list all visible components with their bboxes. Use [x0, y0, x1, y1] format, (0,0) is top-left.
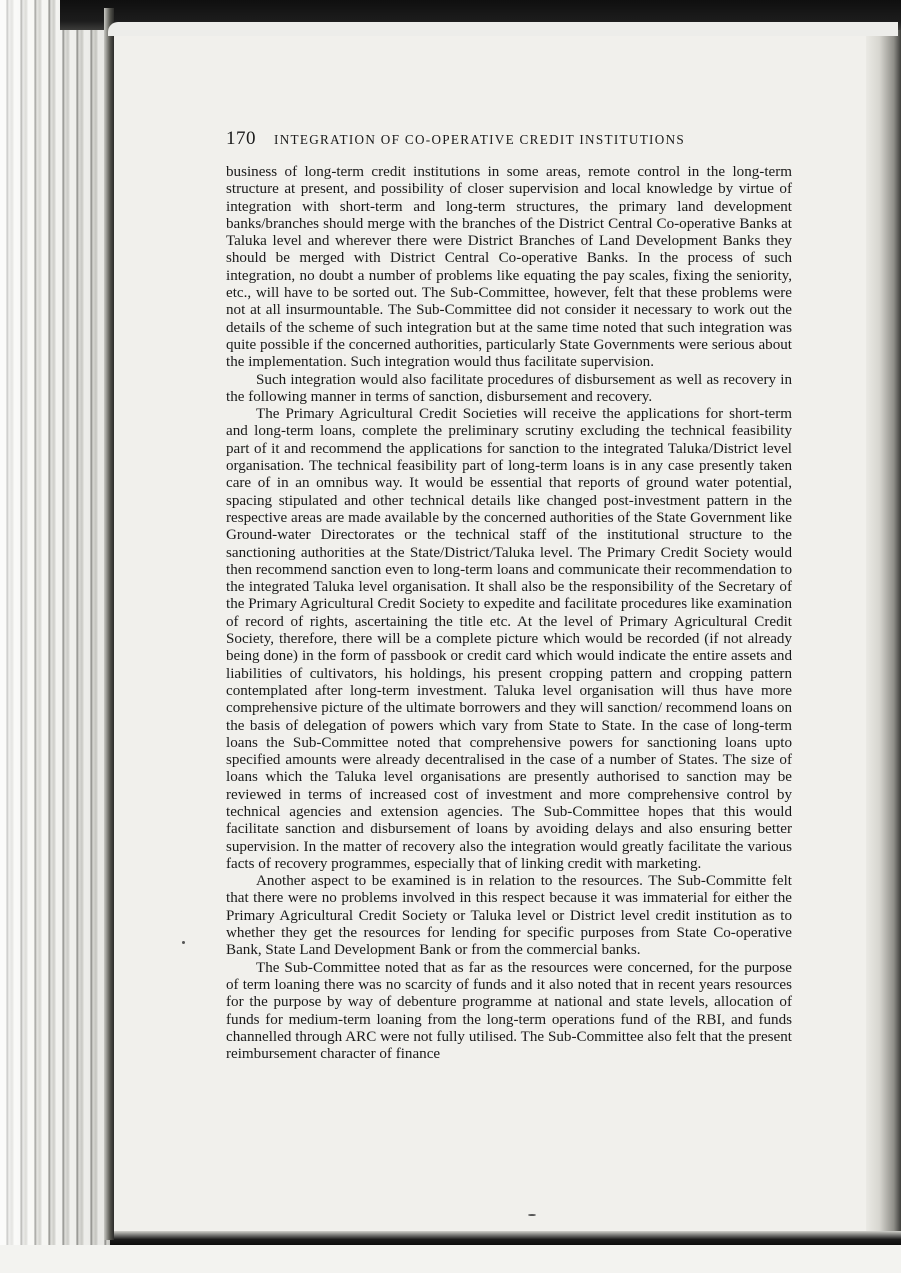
binding-shadow: [0, 0, 120, 1273]
paragraph: Such integration would also facilitate procedures of disbursement as well as recovery in the following manner in terms of sanction, disbursement and recovery.: [226, 371, 792, 405]
paragraph: The Sub-Committee noted that as far as the resources were concerned, for the purpose of term loaning there was no scarcity of funds and it also noted that in recent years resources for the purpose by way of debenture programme at national and state levels, allocation of funds for medium-term loaning from the long-term operations fund of the RBI, and funds channelled through ARC were not fully utilised. The Sub-Committee also felt that the present reimbursement character of finance: [226, 959, 792, 1063]
scan-speck: [182, 941, 185, 944]
page-number: 170: [226, 128, 256, 149]
running-head: INTEGRATION OF CO-OPERATIVE CREDIT INSTITUTIONS: [274, 132, 686, 147]
paragraph: business of long-term credit institutions in some areas, remote control in the long-term structure at present, and possibility of closer supervision and local knowledge by virtue of integration with short-term and long-term structures, the primary land development banks/branches should merge with the branches of the District Central Co-operative Banks at Taluka level and wherever there were District Branches of Land Development Banks they should be merged with District Central Co-operative Banks. In the process of such integration, no doubt a number of problems like equating the pay scales, fixing the seniority, etc., will have to be sorted out. The Sub-Committee, however, felt that these problems were not at all insurmountable. The Sub-Committee did not consider it necessary to work out the details of the scheme of such integration but at the same time noted that such integration was quite possible if the concerned authorities, particularly State Governments were serious about the implementation. Such integration would thus facilitate supervision.: [226, 164, 792, 371]
paragraph: Another aspect to be examined is in relation to the resources. The Sub-Committe felt that there were no problems involved in this respect because it was immaterial for either the Primary Agricultural Credit Society or Taluka level or District level credit institution as to whether they get the resources for lending for specific purposes from State Co-operative Bank, State Land Development Bank or from the commercial banks.: [226, 873, 792, 959]
page-top-curve: [108, 22, 898, 36]
page-gutter: [104, 8, 114, 1240]
scan-bottom-shadow: [110, 1231, 901, 1245]
body-text: [226, 164, 792, 1063]
page-header: [226, 128, 826, 152]
scan-bottom-margin: [0, 1245, 901, 1273]
paragraph: The Primary Agricultural Credit Societies will receive the applications for short-term and long-term loans, complete the preliminary scrutiny excluding the technical feasibility part of it and recommend the applications for sanction to the integrated Taluka/District level organisation. The technical feasibility part of long-term loans is in any case presently taken care of in an omnibus way. It would be essential that reports of ground water potential, spacing stipulated and other technical details like changed post-investment pattern in the respective areas are made available by the concerned authorities of the State Government like Ground-water Directorates or the technical staff of the institutional structure to the sanctioning authorities at the State/District/Taluka level. The Primary Credit Society would then recommend sanction even to long-term loans and communicate their recommendation to the integrated Taluka level organisation. It shall also be the responsibility of the Secretary of the Primary Agricultural Credit Society to expedite and facilitate procedures like examination of record of rights, ascertaining the title etc. At the level of Primary Agricultural Credit Society, therefore, there will be a complete picture which would be recorded (if not already being done) in the form of passbook or credit card which would indicate the entire assets and liabilities of cultivators, his holdings, his present cropping pattern and cropping pattern contemplated after long-term investment. Taluka level organisation will thus have more comprehensive picture of the ultimate borrowers and they will sanction/ recommend loans on the basis of delegation of powers which vary from State to State. In the case of long-term loans the Sub-Committee noted that comprehensive powers for sanctioning loans upto specified amounts were already decentralised in the case of a number of States. The size of loans which the Taluka level organisations are presently authorised to sanction may be reviewed in terms of increased cost of investment and more comprehensive control by technical agencies and extension agencies. The Sub-Committee hopes that this would facilitate sanction and disbursement of loans by avoiding delays and also ensuring better supervision. In the matter of recovery also the integration would greatly facilitate the various facts of recovery programmes, especially that of linking credit with marketing.: [226, 406, 792, 872]
page-right-edge: [865, 30, 901, 1250]
scan-speck: [528, 1214, 536, 1216]
